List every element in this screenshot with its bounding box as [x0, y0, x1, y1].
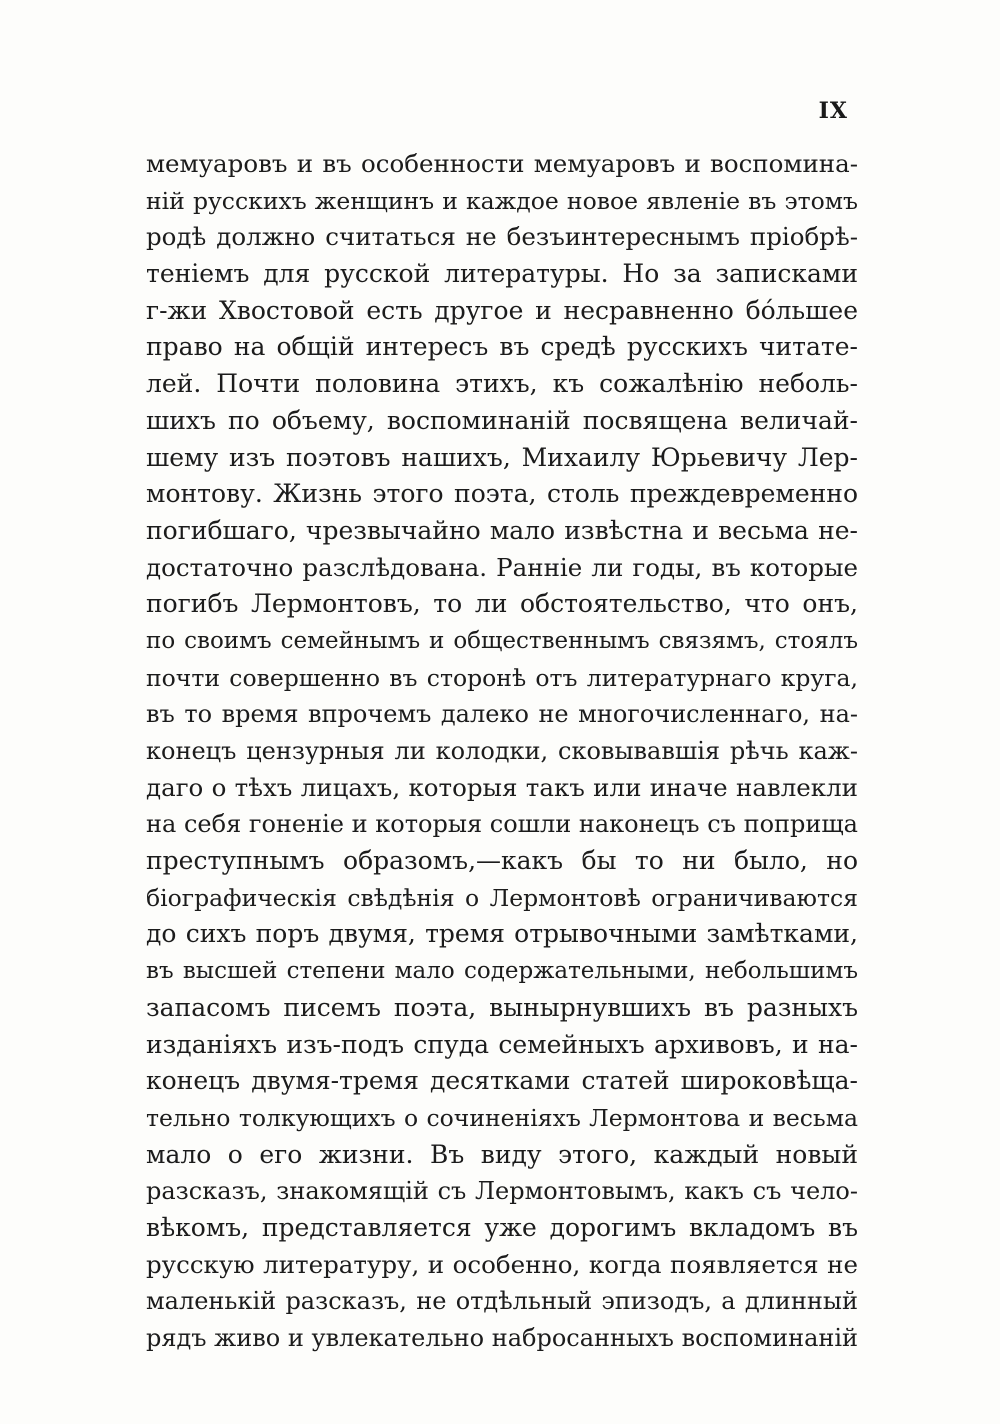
- text-line: русскую литературу, и особенно, когда появляется не: [146, 1249, 858, 1279]
- text-line: г-жи Хвостовой есть другое и несравненно бóльшее: [146, 295, 858, 325]
- text-line: изданіяхъ изъ-подъ спуда семейныхъ архивовъ, и на-: [146, 1029, 858, 1059]
- text-line: вѣкомъ, представляется уже дорогимъ вкладомъ въ: [146, 1212, 858, 1242]
- page-number: IX: [818, 98, 848, 124]
- text-line: запасомъ писемъ поэта, вынырнувшихъ въ разныхъ: [146, 992, 858, 1022]
- text-line: по своимъ семейнымъ и общественнымъ связямъ, стоялъ: [146, 627, 858, 654]
- text-line: конецъ двумя-тремя десятками статей широковѣща-: [146, 1066, 858, 1096]
- text-line: шему изъ поэтовъ нашихъ, Михаилу Юрьевичу Лер-: [146, 442, 858, 472]
- body-text: [146, 146, 858, 1357]
- text-line: даго о тѣхъ лицахъ, которыя такъ или иначе навлекли: [146, 772, 858, 802]
- text-line: тельно толкующихъ о сочиненіяхъ Лермонтова и весьма: [146, 1103, 858, 1132]
- text-line: рядъ живо и увлекательно набросанныхъ воспоминаній: [146, 1324, 858, 1352]
- text-line: почти совершенно въ сторонѣ отъ литературнаго круга,: [146, 663, 858, 692]
- text-line: погибъ Лермонтовъ, то ли обстоятельство, что онъ,: [146, 589, 858, 619]
- text-line: разсказъ, знакомящій съ Лермонтовымъ, какъ съ чело-: [146, 1177, 858, 1206]
- text-line: погибшаго, чрезвычайно мало извѣстна и весьма не-: [146, 515, 858, 545]
- text-line: до сихъ поръ двумя, тремя отрывочными замѣтками,: [146, 919, 858, 949]
- text-line: лей. Почти половина этихъ, къ сожалѣнію неболь-: [146, 369, 858, 399]
- text-line: монтову. Жизнь этого поэта, столь преждевременно: [146, 479, 858, 509]
- text-line: право на общій интересъ въ средѣ русскихъ читате-: [146, 332, 858, 362]
- text-line: достаточно разслѣдована. Ранніе ли годы, въ которые: [146, 552, 858, 582]
- text-line: ній русскихъ женщинъ и каждое новое явленіе въ этомъ: [146, 186, 858, 215]
- text-line: въ то время впрочемъ далеко не многочисленнаго, на-: [146, 700, 858, 729]
- text-line: теніемъ для русской литературы. Но за записками: [146, 259, 858, 289]
- text-line: преступнымъ образомъ,—какъ бы то ни было, но: [146, 846, 858, 876]
- text-line: въ высшей степени мало содержательными, небольшимъ: [146, 958, 858, 985]
- text-line: конецъ цензурныя ли колодки, сковывавшія рѣчь каж-: [146, 737, 858, 765]
- text-line: мемуаровъ и въ особенности мемуаровъ и воспомина-: [146, 149, 858, 178]
- text-line: родѣ должно считаться не безъинтереснымъ пріобрѣ-: [146, 222, 858, 252]
- text-line: біографическія свѣдѣнія о Лермонтовѣ ограничиваются: [146, 883, 858, 912]
- text-line: маленькій разсказъ, не отдѣльный эпизодъ, а длинный: [146, 1287, 858, 1316]
- text-line: мало о его жизни. Въ виду этого, каждый новый: [146, 1139, 858, 1169]
- text-line: шихъ по объему, воспоминаній посвящена величай-: [146, 405, 858, 435]
- text-line: на себя гоненіе и которыя сошли наконецъ съ поприща: [146, 810, 858, 839]
